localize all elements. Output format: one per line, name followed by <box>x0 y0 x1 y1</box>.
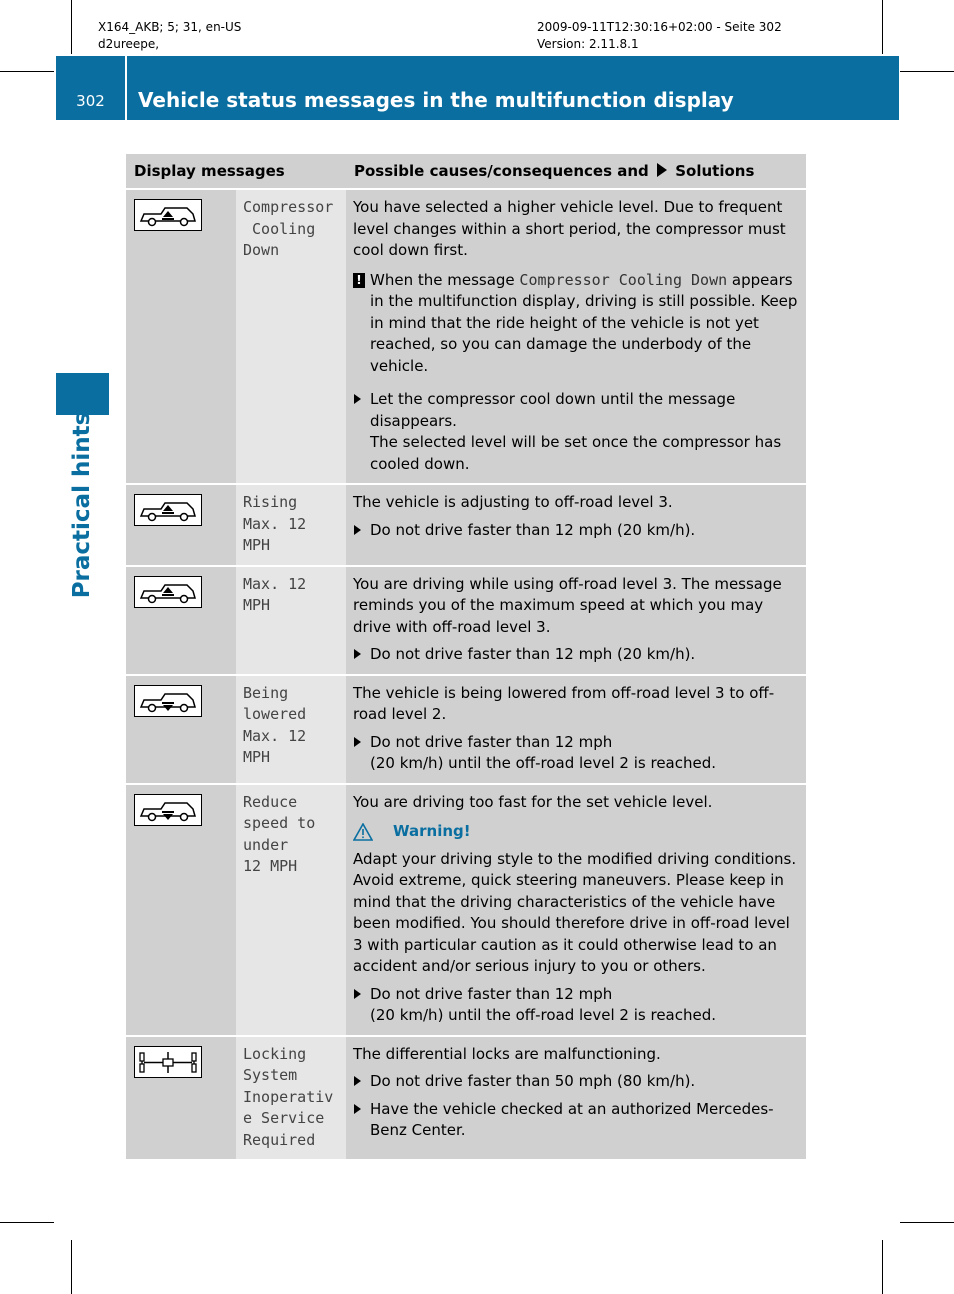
crop-mark <box>900 1222 954 1223</box>
note-code: Compressor Cooling Down <box>519 270 728 289</box>
warning-label: Warning! <box>393 822 471 840</box>
column-header-display: Display messages <box>126 154 346 189</box>
bullet-arrow-icon <box>354 394 361 404</box>
solution-cell <box>346 566 806 675</box>
bullet-arrow-icon <box>354 737 361 747</box>
display-message: Being lowered Max. 12 MPH <box>243 683 307 766</box>
solution-step <box>353 1071 799 1093</box>
icon-cell <box>126 784 236 1036</box>
warning-heading <box>353 821 799 843</box>
print-meta-right <box>537 19 782 53</box>
display-message-cell <box>236 566 346 675</box>
display-message-cell <box>236 784 346 1036</box>
cause-text: The vehicle is adjusting to off-road level 3. <box>353 493 673 511</box>
vehicle-level-up-icon <box>134 199 202 231</box>
crop-mark <box>71 1240 72 1294</box>
display-message: Rising Max. 12 MPH <box>243 493 307 554</box>
solution-step-text: Do not drive faster than 12 mph (20 km/h). <box>370 645 696 663</box>
side-tab-label: Practical hints <box>69 411 95 599</box>
exclamation-icon: ! <box>353 273 365 288</box>
print-meta-line: 2009-09-11T12:30:16+02:00 - Seite 302 <box>537 20 782 34</box>
print-meta-left <box>98 19 241 53</box>
warning-triangle-icon <box>353 823 373 841</box>
table-row <box>126 484 806 566</box>
solution-step-continuation: The selected level will be set once the compressor has cooled down. <box>370 433 782 473</box>
solution-step-text: Do not drive faster than 12 mph <box>370 732 613 751</box>
print-meta-line: X164_AKB; 5; 31, en-US <box>98 20 242 34</box>
solution-step <box>353 644 799 666</box>
vehicle-lowering-icon <box>134 685 202 717</box>
bullet-arrow-icon <box>354 649 361 659</box>
solution-step <box>353 389 799 475</box>
side-tab-block <box>56 373 109 415</box>
column-header-solutions-text: Solutions <box>675 162 755 180</box>
vehicle-rising-icon <box>134 494 202 526</box>
icon-cell <box>126 566 236 675</box>
solution-step-text: Do not drive faster than 12 mph <box>370 984 613 1003</box>
solution-step <box>353 984 799 1027</box>
crop-mark <box>900 71 954 72</box>
table-header-row <box>126 154 806 189</box>
icon-cell <box>126 675 236 784</box>
solution-cell <box>346 675 806 784</box>
cause-text: The vehicle is being lowered from off-road level 3 to off-road level 2. <box>353 683 775 723</box>
cause-text: You are driving while using off-road level 3. The message reminds you of the maximum speed at which you may drive with off-road level 3. <box>353 574 782 636</box>
bullet-arrow-icon <box>354 989 361 999</box>
note-text-pre: When the message <box>370 270 515 289</box>
display-message-cell <box>236 675 346 784</box>
page-title: Vehicle status messages in the multifunction display <box>138 88 734 112</box>
table-row <box>126 1036 806 1161</box>
solution-step <box>353 1099 799 1142</box>
icon-cell <box>126 484 236 566</box>
column-header-causes <box>346 154 806 189</box>
display-message-cell <box>236 1036 346 1161</box>
table-row <box>126 675 806 784</box>
display-message: Max. 12 MPH <box>243 574 307 614</box>
arrow-right-icon <box>657 163 667 177</box>
bullet-arrow-icon <box>354 1076 361 1086</box>
print-meta-line: Version: 2.11.8.1 <box>537 37 639 51</box>
crop-mark <box>71 0 72 54</box>
cause-text: The differential locks are malfunctioning. <box>353 1044 661 1063</box>
display-message: Compressor Cooling Down <box>243 198 334 259</box>
solution-step <box>353 520 799 542</box>
solution-cell <box>346 484 806 566</box>
display-message-cell <box>236 189 346 484</box>
table-row <box>126 784 806 1036</box>
solution-step-text: Have the vehicle checked at an authorized Mercedes-Benz Center. <box>370 1099 774 1139</box>
print-meta-line: d2ureepe, <box>98 37 160 51</box>
crop-mark <box>0 71 54 72</box>
table-row <box>126 566 806 675</box>
status-messages-table <box>126 154 806 1161</box>
note-block <box>353 270 799 378</box>
cause-text: You have selected a higher vehicle level. Due to frequent level changes within a short period, the compressor must cool down first. <box>353 198 786 259</box>
vehicle-reduce-speed-icon <box>134 794 202 826</box>
solution-step-text: Do not drive faster than 50 mph (80 km/h). <box>370 1072 696 1090</box>
solution-step-text: Do not drive faster than 12 mph (20 km/h). <box>370 520 696 539</box>
solution-step <box>353 732 799 775</box>
bullet-arrow-icon <box>354 525 361 535</box>
solution-cell <box>346 1036 806 1161</box>
display-message: Reduce speed to under 12 MPH <box>243 792 316 875</box>
display-message-cell <box>236 484 346 566</box>
icon-cell <box>126 1036 236 1161</box>
solution-step-text: Let the compressor cool down until the message disappears. <box>370 390 736 430</box>
solution-cell <box>346 784 806 1036</box>
header-separator <box>125 56 127 120</box>
crop-mark <box>0 1222 54 1223</box>
icon-cell <box>126 189 236 484</box>
solution-step-continuation: (20 km/h) until the off-road level 2 is reached. <box>370 1006 717 1024</box>
column-header-causes-text: Possible causes/consequences and <box>354 162 649 180</box>
warning-text: Adapt your driving style to the modified driving conditions. Avoid extreme, quick steering maneuvers. Please keep in mind that the driving characteristics of the vehicle have been modified. You should therefore drive in off-road level 3 with particular caution as it could otherwise lead to an accident and/or serious injury to you or others. <box>353 849 797 975</box>
display-message: Locking System Inoperativ e Service Required <box>243 1044 334 1149</box>
solution-cell <box>346 189 806 484</box>
cause-text: You are driving too fast for the set vehicle level. <box>353 792 713 811</box>
note-text-post: appears in the multifunction display, driving is still possible. Keep in mind that the ride height of the vehicle is not yet reached, so you can damage the underbody of the vehicle. <box>370 270 798 375</box>
differential-lock-icon <box>134 1046 202 1078</box>
solution-step-continuation: (20 km/h) until the off-road level 2 is reached. <box>370 754 717 772</box>
bullet-arrow-icon <box>354 1104 361 1114</box>
crop-mark <box>882 1240 883 1294</box>
page-number: 302 <box>76 92 105 110</box>
vehicle-max-level-icon <box>134 576 202 608</box>
table-row <box>126 189 806 484</box>
crop-mark <box>882 0 883 54</box>
